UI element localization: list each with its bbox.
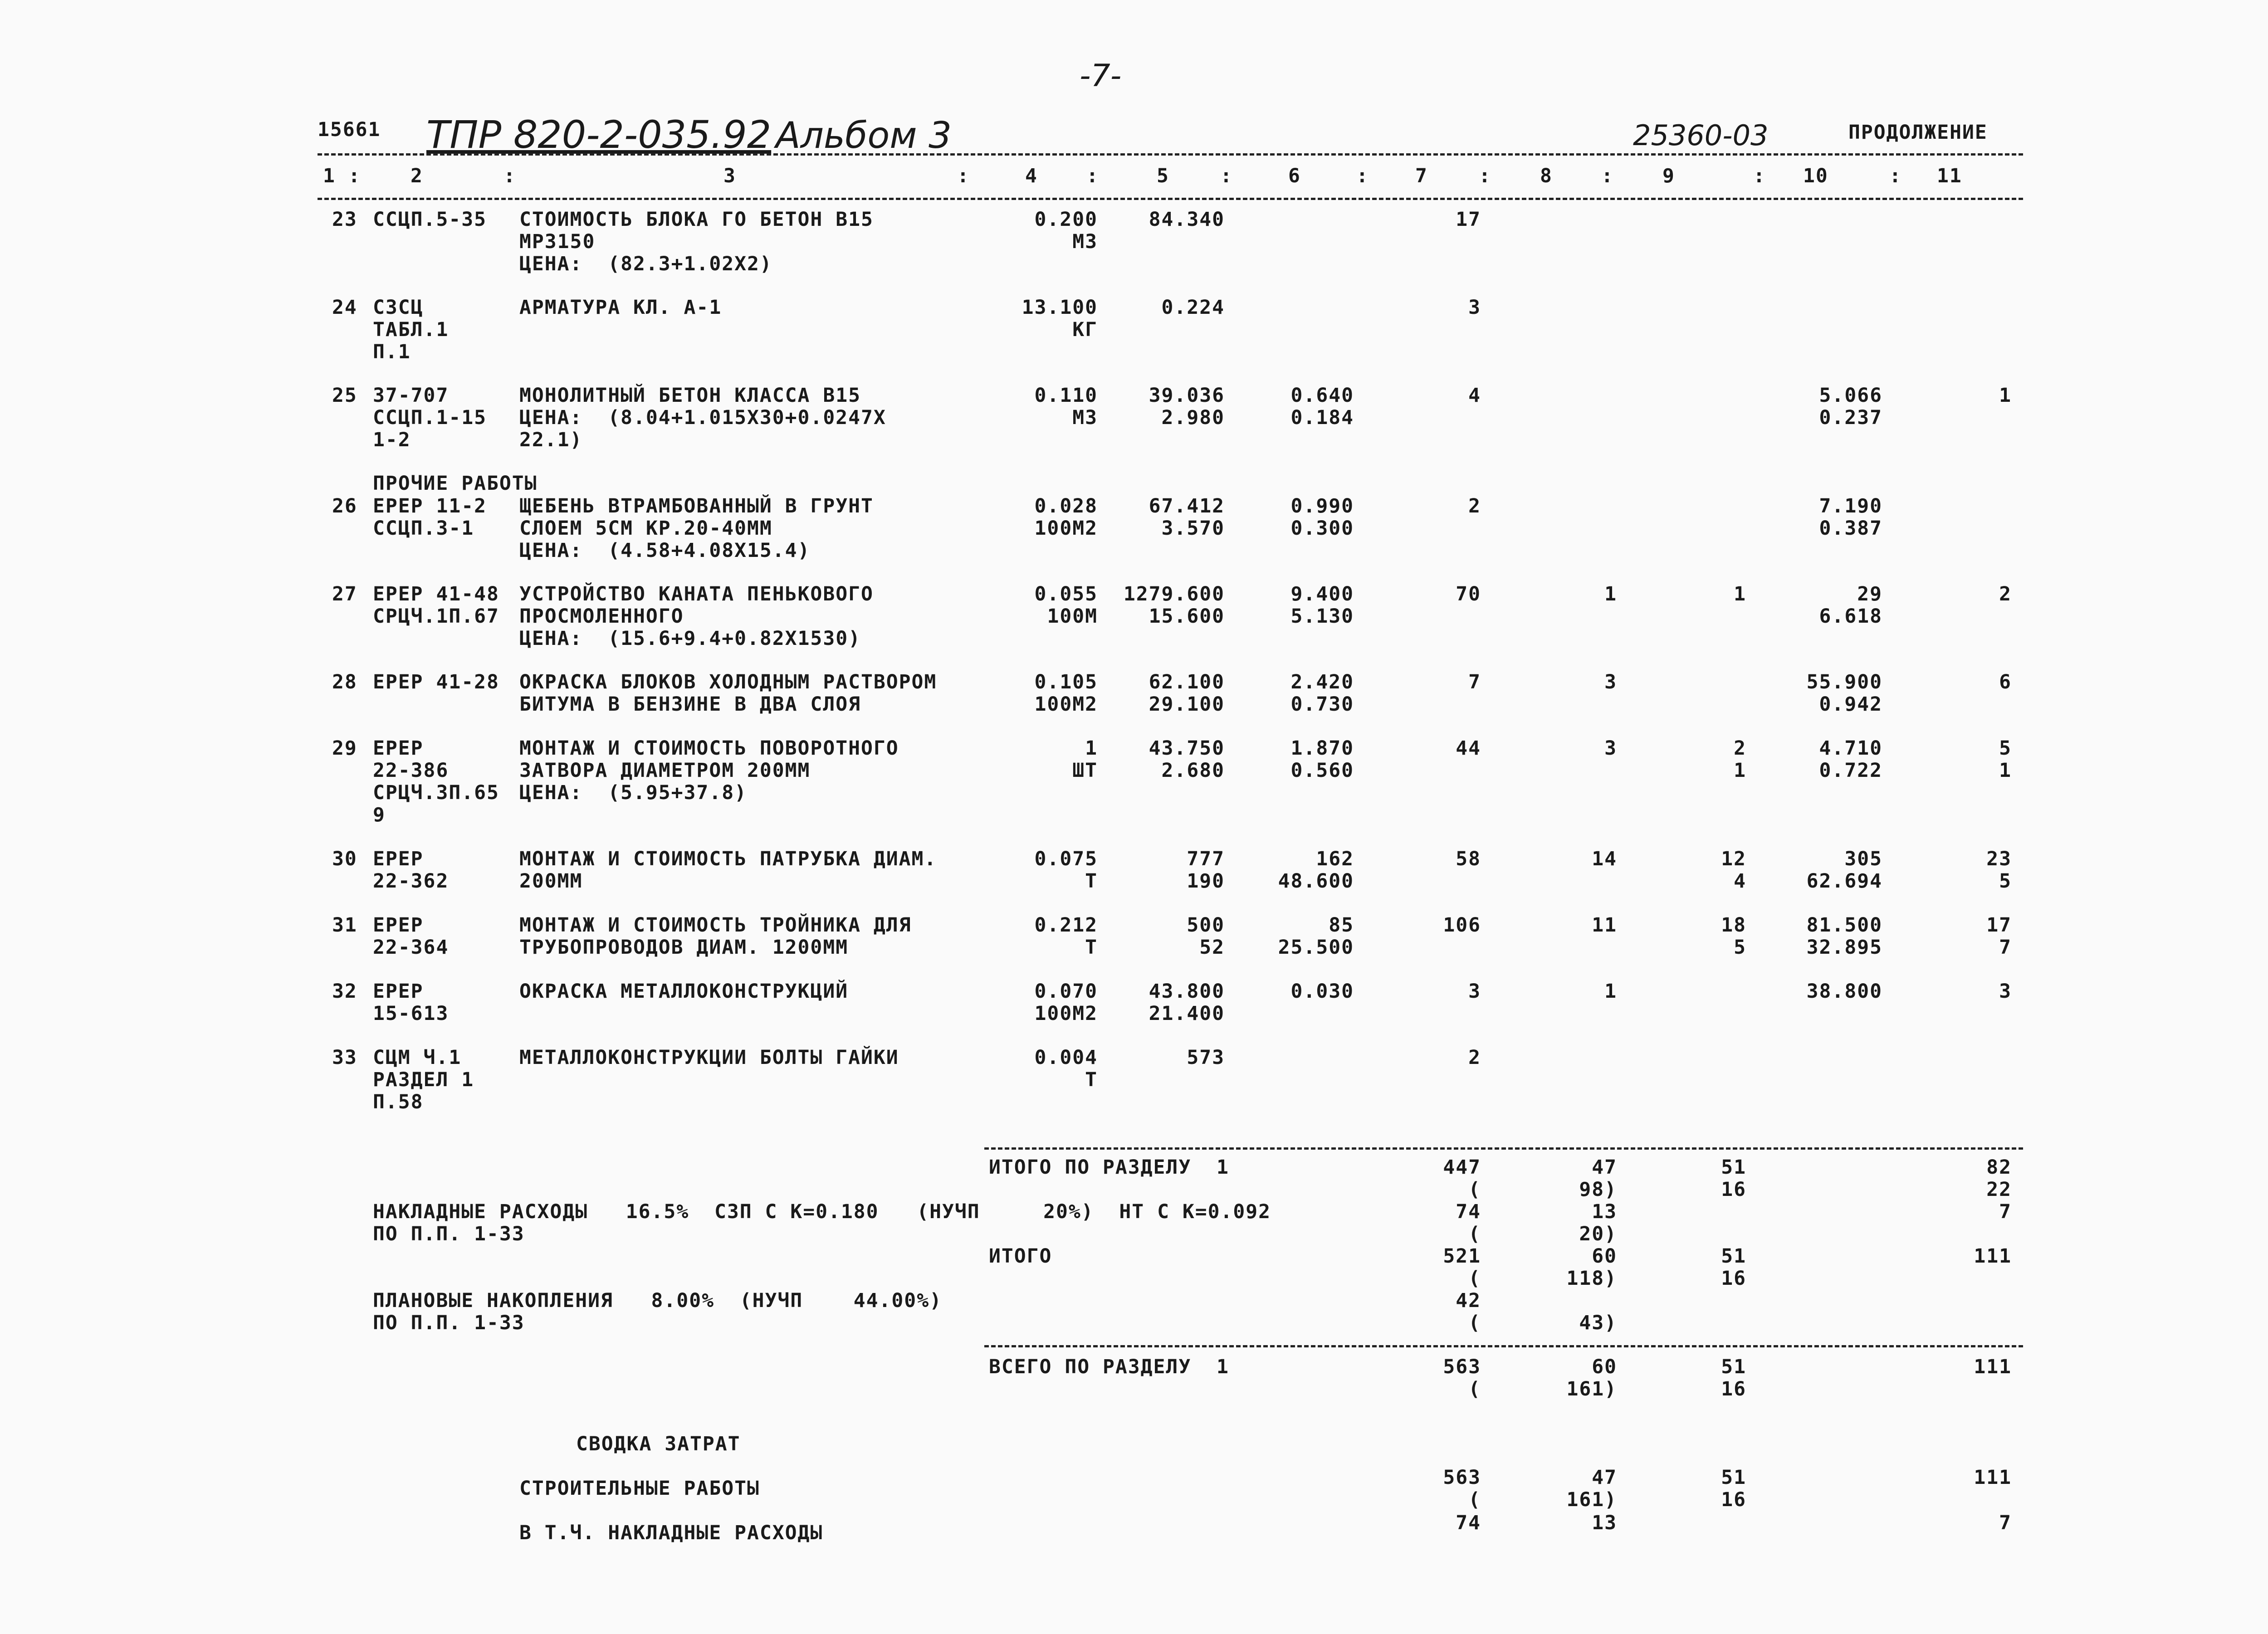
row-description: ОКРАСКА МЕТАЛЛОКОНСТРУКЦИЙ [519,980,849,1003]
row-cell-c7: 3 [1468,296,1481,319]
grand-total-c11: 111 [1974,1356,2012,1378]
row-cell-c5: 0.224 [1161,296,1225,319]
row-code: ССЦП.5-35 [373,208,487,231]
row-cell-c11: 1 [1999,384,2012,407]
row-description: МОНТАЖ И СТОИМОСТЬ ТРОЙНИКА ДЛЯ ТРУБОПРОВОДОВ ДИАМ. 1200ММ [519,914,912,959]
header-top-rule [318,153,2023,156]
itogo-c11: 111 [1974,1245,2012,1268]
column-header-cell: : [503,165,516,187]
overhead-label: НАКЛАДНЫЕ РАСХОДЫ 16.5% СЗП С К=0.180 (НУЧП 20%) НТ С К=0.092 ПО П.П. 1-33 [373,1200,1271,1245]
construction-c11: 111 [1974,1466,2012,1489]
row-cell-c4: 0.212 Т [1034,914,1098,959]
row-code: ЕРЕР 11-2 ССЦП.3-1 [373,495,487,540]
row-cell-c7: 44 [1456,737,1481,760]
summary-title: СВОДКА ЗАТРАТ [576,1433,741,1455]
column-header-cell: : [1356,165,1369,187]
row-cell-c7: 7 [1468,671,1481,693]
grand-total-c8: 60 161) [1566,1356,1617,1400]
row-cell-c7: 106 [1443,914,1481,937]
itogo-c7: 521 ( [1443,1245,1481,1290]
row-description: МОНТАЖ И СТОИМОСТЬ ПАТРУБКА ДИАМ. 200ММ [519,848,937,893]
row-code: СЗСЦ ТАБЛ.1 П.1 [373,296,449,363]
row-cell-c5: 1279.600 15.600 [1123,583,1225,628]
grand-total-rule [984,1345,2023,1347]
row-cell-c4: 0.105 100М2 [1034,671,1098,716]
row-cell-c4: 0.110 МЗ [1034,384,1098,429]
grand-total-c7: 563 ( [1443,1356,1481,1400]
overhead-included-label: В Т.Ч. НАКЛАДНЫЕ РАСХОДЫ [519,1522,823,1544]
row-code: ЕРЕР 22-364 [373,914,449,959]
row-cell-c5: 500 52 [1187,914,1225,959]
row-cell-c6: 2.420 0.730 [1290,671,1354,716]
construction-c9: 51 16 [1721,1466,1746,1511]
row-cell-c5: 39.036 2.980 [1149,384,1225,429]
section-total-c7: 447 ( [1443,1156,1481,1201]
row-cell-c10: 81.500 32.895 [1806,914,1882,959]
row-cell-c5: 84.340 [1149,208,1225,231]
row-cell-c11: 2 [1999,583,2012,605]
column-header-cell: : [1601,165,1614,187]
row-cell-c11: 3 [1999,980,2012,1003]
column-header-cell: : [1086,165,1099,187]
row-cell-c7: 2 [1468,1046,1481,1069]
handwritten-album: Альбом 3 [776,114,952,156]
row-cell-c11: 23 5 [1986,848,2012,893]
section-total-c8: 47 98) [1579,1156,1617,1201]
row-cell-c4: 0.200 МЗ [1034,208,1098,253]
column-header-cell: 1 : [323,165,361,187]
row-cell-c7: 4 [1468,384,1481,407]
row-cell-c7: 58 [1456,848,1481,870]
row-code: ЕРЕР 22-362 [373,848,449,893]
column-header-cell: 10 [1803,165,1828,187]
row-description: СТОИМОСТЬ БЛОКА ГО БЕТОН В15 МРЗ150 ЦЕНА: (82.3+1.02Х2) [519,208,874,275]
construction-c7: 563 ( [1443,1466,1481,1511]
row-cell-c11: 6 [1999,671,2012,693]
handwritten-document-number: 25360-03 [1633,119,1769,152]
row-cell-c10: 7.190 0.387 [1819,495,1882,540]
row-cell-c5: 777 190 [1187,848,1225,893]
itogo-c8: 60 118) [1566,1245,1617,1290]
row-cell-c6: 9.400 5.130 [1290,583,1354,628]
row-cell-c10: 55.900 0.942 [1806,671,1882,716]
row-cell-c5: 67.412 3.570 [1149,495,1225,540]
row-code: ЕРЕР 22-386 СРЦЧ.3П.65 9 [373,737,499,826]
planned-label: ПЛАНОВЫЕ НАКОПЛЕНИЯ 8.00% (НУЧП 44.00%) ПО П.П. 1-33 [373,1289,942,1334]
row-code: 37-707 ССЦП.1-15 1-2 [373,384,487,451]
row-cell-c6: 1.870 0.560 [1290,737,1354,782]
column-header-cell: 4 [1025,165,1038,187]
row-cell-c6: 0.030 [1290,980,1354,1003]
planned-c8: 43) [1579,1312,1617,1334]
row-cell-c6: 162 48.600 [1278,848,1354,893]
row-number: 23 [332,208,357,231]
row-cell-c6: 0.990 0.300 [1290,495,1354,540]
section-heading: ПРОЧИЕ РАБОТЫ [373,472,538,495]
row-cell-c5: 573 [1187,1046,1225,1069]
page-number: -7- [1080,58,1122,94]
row-cell-c8: 3 [1604,737,1617,760]
row-cell-c8: 3 [1604,671,1617,693]
row-description: МОНТАЖ И СТОИМОСТЬ ПОВОРОТНОГО ЗАТВОРА ДИАМЕТРОМ 200ММ ЦЕНА: (5.95+37.8) [519,737,899,804]
row-cell-c8: 1 [1604,980,1617,1003]
row-code: ЕРЕР 41-28 [373,671,499,693]
row-cell-c5: 62.100 29.100 [1149,671,1225,716]
row-description: УСТРОЙСТВО КАНАТА ПЕНЬКОВОГО ПРОСМОЛЕННОГО ЦЕНА: (15.6+9.4+0.82Х1530) [519,583,874,650]
column-header-cell: 2 [411,165,423,187]
row-cell-c9: 2 1 [1734,737,1746,782]
row-code: СЦМ Ч.1 РАЗДЕЛ 1 П.58 [373,1046,474,1113]
row-code: ЕРЕР 15-613 [373,980,449,1025]
overhead-c7: 74 ( [1456,1200,1481,1245]
section-total-label: ИТОГО ПО РАЗДЕЛУ 1 [989,1156,1229,1179]
header-bottom-rule [318,198,2023,200]
row-cell-c11: 17 7 [1986,914,2012,959]
overhead-c8: 13 20) [1579,1200,1617,1245]
row-number: 25 [332,384,357,407]
column-header-cell: : [957,165,970,187]
handwritten-title: ТПР 820-2-035.92 [426,112,772,157]
row-cell-c6: 85 25.500 [1278,914,1354,959]
row-cell-c5: 43.750 2.680 [1149,737,1225,782]
section-total-c11: 82 22 [1986,1156,2012,1201]
itogo-label: ИТОГО [989,1245,1052,1268]
row-cell-c9: 12 4 [1721,848,1746,893]
row-description: МОНОЛИТНЫЙ БЕТОН КЛАССА В15 ЦЕНА: (8.04+1.015Х30+0.0247Х 22.1) [519,384,886,451]
column-header-cell: 7 [1415,165,1428,187]
row-cell-c4: 0.070 100М2 [1034,980,1098,1025]
column-header-cell: : [1479,165,1491,187]
overhead-c11: 7 [1999,1200,2012,1223]
row-cell-c8: 14 [1592,848,1617,870]
row-cell-c10: 38.800 [1806,980,1882,1003]
document-code: 15661 [318,118,381,141]
column-header-cell: 3 [723,165,736,187]
row-number: 27 [332,583,357,605]
row-cell-c10: 29 6.618 [1819,583,1882,628]
column-header-cell: : [1220,165,1233,187]
row-number: 32 [332,980,357,1003]
row-cell-c8: 1 [1604,583,1617,605]
row-cell-c7: 2 [1468,495,1481,517]
column-header-cell: : [1889,165,1902,187]
construction-c8: 47 161) [1566,1466,1617,1511]
column-header-cell: 11 [1937,165,1962,187]
overhead-included-c11: 7 [1999,1512,2012,1534]
row-cell-c4: 13.100 КГ [1022,296,1098,341]
column-header-cell: 9 [1662,165,1675,187]
overhead-included-c7: 74 [1456,1512,1481,1534]
row-cell-c4: 0.075 Т [1034,848,1098,893]
row-cell-c7: 70 [1456,583,1481,605]
row-cell-c10: 5.066 0.237 [1819,384,1882,429]
row-cell-c5: 43.800 21.400 [1149,980,1225,1025]
overhead-included-c8: 13 [1592,1512,1617,1534]
row-cell-c9: 18 5 [1721,914,1746,959]
row-number: 33 [332,1046,357,1069]
row-description: ЩЕБЕНЬ ВТРАМБОВАННЫЙ В ГРУНТ СЛОЕМ 5СМ КР.20-40ММ ЦЕНА: (4.58+4.08Х15.4) [519,495,874,562]
section-total-c9: 51 16 [1721,1156,1746,1201]
row-code: ЕРЕР 41-48 СРЦЧ.1П.67 [373,583,499,628]
row-number: 26 [332,495,357,517]
row-description: МЕТАЛЛОКОНСТРУКЦИИ БОЛТЫ ГАЙКИ [519,1046,899,1069]
row-number: 29 [332,737,357,760]
row-cell-c9: 1 [1734,583,1746,605]
row-number: 31 [332,914,357,937]
column-header-cell: : [1753,165,1766,187]
row-cell-c10: 305 62.694 [1806,848,1882,893]
row-cell-c4: 1 ШТ [1072,737,1098,782]
grand-total-label: ВСЕГО ПО РАЗДЕЛУ 1 [989,1356,1229,1378]
row-description: ОКРАСКА БЛОКОВ ХОЛОДНЫМ РАСТВОРОМ БИТУМА В БЕНЗИНЕ В ДВА СЛОЯ [519,671,937,716]
row-cell-c10: 4.710 0.722 [1819,737,1882,782]
row-number: 30 [332,848,357,870]
row-number: 28 [332,671,357,693]
row-cell-c11: 5 1 [1999,737,2012,782]
row-cell-c4: 0.004 Т [1034,1046,1098,1091]
row-description: АРМАТУРА КЛ. А-1 [519,296,722,319]
row-cell-c4: 0.028 100М2 [1034,495,1098,540]
itogo-c9: 51 16 [1721,1245,1746,1290]
column-header-cell: 6 [1288,165,1301,187]
construction-label: СТРОИТЕЛЬНЫЕ РАБОТЫ [519,1477,760,1500]
column-header-cell: 8 [1540,165,1553,187]
row-cell-c7: 17 [1456,208,1481,231]
continuation-label: ПРОДОЛЖЕНИЕ [1848,121,1988,144]
row-cell-c7: 3 [1468,980,1481,1003]
row-number: 24 [332,296,357,319]
row-cell-c4: 0.055 100М [1034,583,1098,628]
column-header-cell: 5 [1157,165,1169,187]
row-cell-c8: 11 [1592,914,1617,937]
grand-total-c9: 51 16 [1721,1356,1746,1400]
row-cell-c6: 0.640 0.184 [1290,384,1354,429]
planned-c7: 42 ( [1456,1289,1481,1334]
totals-top-rule [984,1147,2023,1150]
